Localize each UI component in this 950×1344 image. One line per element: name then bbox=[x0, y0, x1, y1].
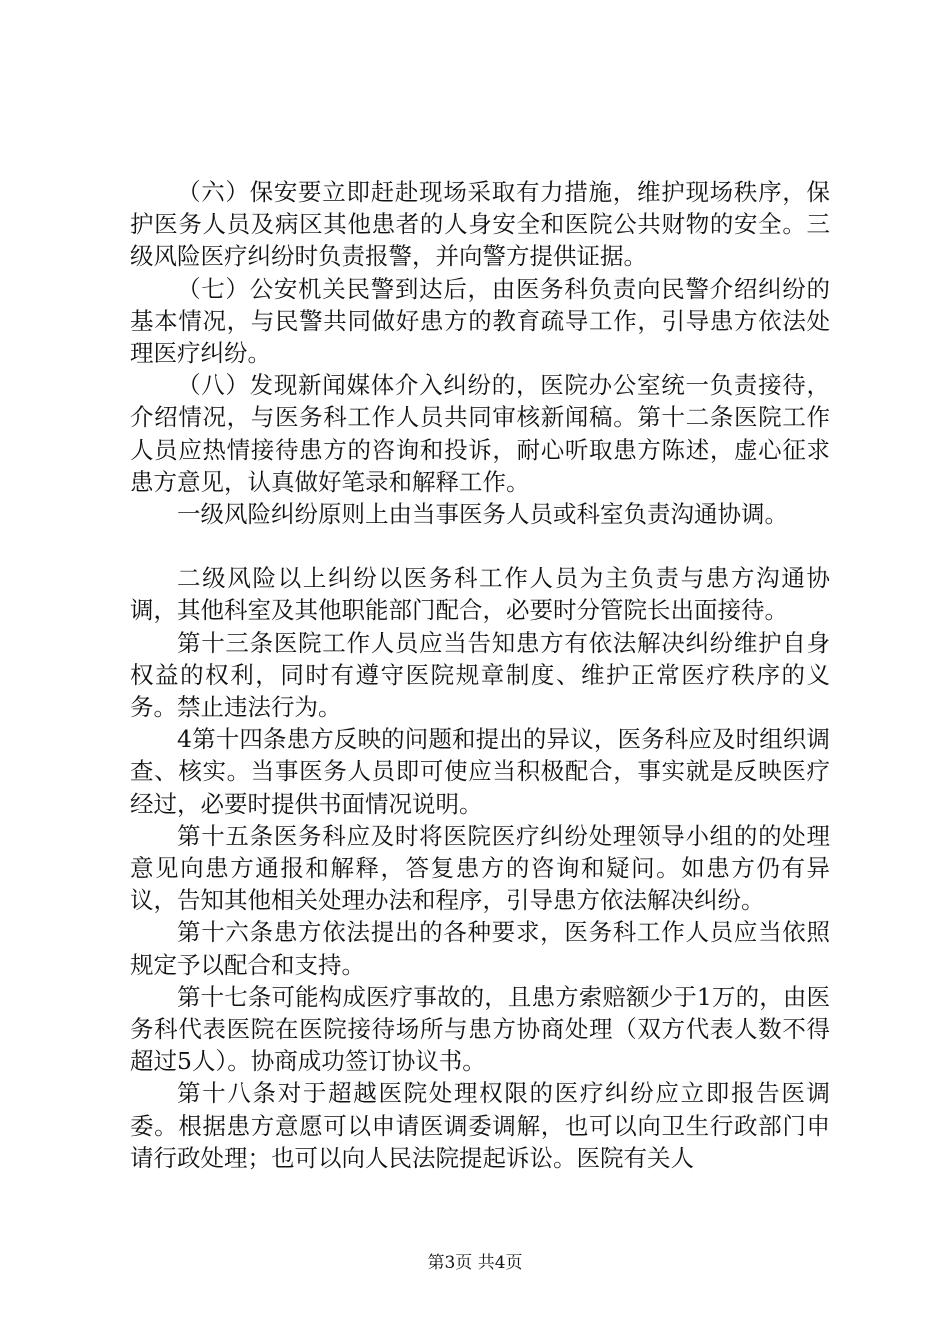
paragraph-article-18: 第十八条对于超越医院处理权限的医疗纠纷应立即报告医调委。根据患方意愿可以申请医调委调解，也可以向卫生行政部门申请行政处理；也可以向人民法院提起诉讼。医院有关人 bbox=[130, 1079, 830, 1172]
paragraph-level1-risk: 一级风险纠纷原则上由当事医务人员或科室负责沟通协调。 bbox=[177, 500, 788, 529]
paragraph-8-media: （八）发现新闻媒体介入纠纷的，医院办公室统一负责接待，介绍情况，与医务科工作人员共同审核新闻稿。第十二条医院工作人员应热情接待患方的咨询和投诉，耐心听取患方陈述，虚心征求患方意见，认真做好笔录和解释工作。 bbox=[130, 371, 830, 496]
paragraph-article-17: 第十七条可能构成医疗事故的，且患方索赔额少于1万的，由医务科代表医院在医院接待场所与患方协商处理（双方代表人数不得超过5人）。协商成功签订协议书。 bbox=[130, 982, 830, 1076]
document-body bbox=[130, 176, 830, 1174]
paragraph-article-14: 4第十四条患方反映的问题和提出的异议，医务科应及时组织调查、核实。当事医务人员即可使应当积极配合，事实就是反映医疗经过，必要时提供书面情况说明。 bbox=[130, 725, 830, 818]
paragraph-level2-risk: 二级风险以上纠纷以医务科工作人员为主负责与患方沟通协调，其他科室及其他职能部门配合，必要时分管院长出面接待。 bbox=[130, 564, 830, 625]
page-footer bbox=[0, 1248, 950, 1273]
paragraph-7-police: （七）公安机关民警到达后，由医务科负责向民警介绍纠纷的基本情况，与民警共同做好患方的教育疏导工作，引导患方依法处理医疗纠纷。 bbox=[130, 274, 830, 368]
paragraph-article-13: 第十三条医院工作人员应当告知患方有依法解决纠纷维护自身权益的权利，同时有遵守医院规章制度、维护正常医疗秩序的义务。禁止违法行为。 bbox=[130, 628, 830, 722]
paragraph-article-15: 第十五条医务科应及时将医院医疗纠纷处理领导小组的的处理意见向患方通报和解释，答复患方的咨询和疑问。如患方仍有异议，告知其他相关处理办法和程序，引导患方依法解决纠纷。 bbox=[130, 821, 830, 915]
paragraph-6-security: （六）保安要立即赶赴现场采取有力措施，维护现场秩序，保护医务人员及病区其他患者的人身安全和医院公共财物的安全。三级风险医疗纠纷时负责报警，并向警方提供证据。 bbox=[130, 178, 830, 271]
paragraph-article-16: 第十六条患方依法提出的各种要求，医务科工作人员应当依照规定予以配合和支持。 bbox=[130, 918, 830, 979]
page-number: 第3页 共4页 bbox=[427, 1253, 523, 1273]
